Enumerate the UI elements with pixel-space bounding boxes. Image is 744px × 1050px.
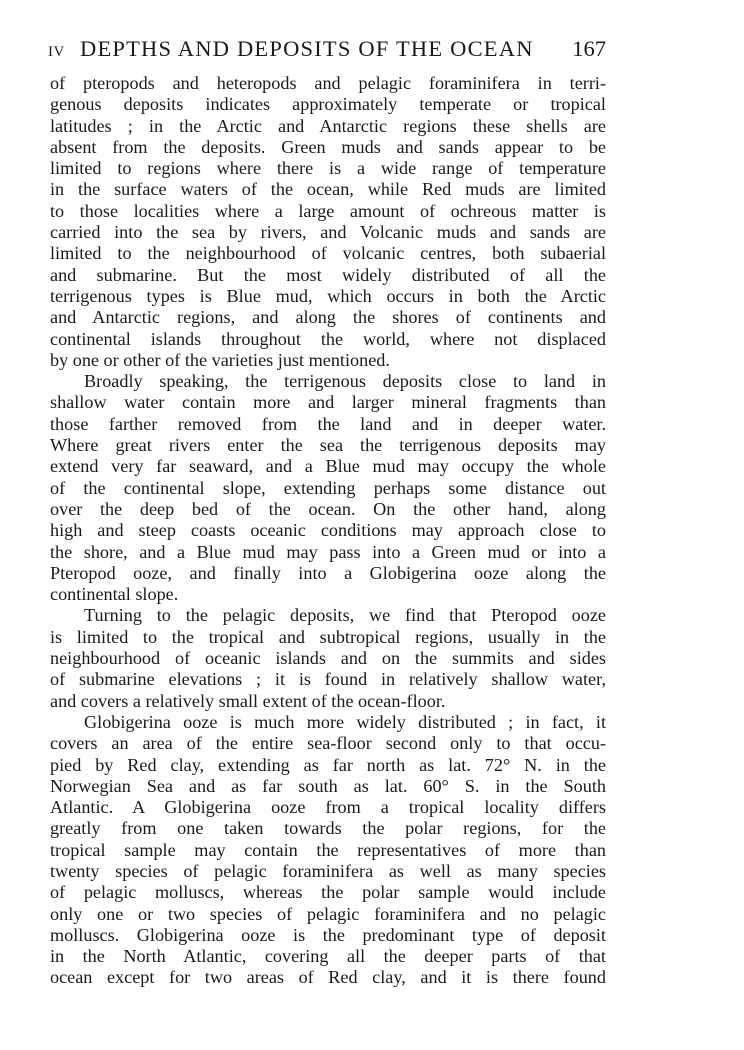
page-number: 167	[572, 36, 606, 61]
text-line: Pteropod ooze, and finally into a Globigerina ooze along the	[50, 562, 606, 583]
text-line: over the deep bed of the ocean. On the other hand, along	[50, 498, 606, 519]
text-line: Atlantic. A Globigerina ooze from a tropical locality differs	[50, 797, 606, 818]
text-line: genous deposits indicates approximately temperate or tropical	[50, 94, 606, 115]
text-line: the shore, and a Blue mud may pass into a Green mud or into a	[50, 541, 606, 562]
text-line: is limited to the tropical and subtropical regions, usually in the	[50, 626, 606, 647]
text-line: of submarine elevations ; it is found in relatively shallow water,	[50, 669, 606, 690]
text-line: in the surface waters of the ocean, while Red muds are limited	[50, 179, 606, 200]
text-line: continental slope.	[50, 584, 179, 605]
text-line: of the continental slope, extending perhaps some distance out	[50, 477, 606, 498]
text-line: pied by Red clay, extending as far north as lat. 72° N. in the	[50, 754, 606, 775]
text-line: high and steep coasts oceanic conditions may approach close to	[50, 520, 606, 541]
text-line: limited to the neighbourhood of volcanic centres, both subaerial	[50, 243, 606, 264]
text-line: covers an area of the entire sea-floor second only to that occu-	[50, 733, 606, 754]
text-line: neighbourhood of oceanic islands and on the summits and sides	[50, 648, 606, 669]
text-line: those farther removed from the land and in deeper water.	[50, 413, 606, 434]
text-line: Norwegian Sea and as far south as lat. 60° S. in the South	[50, 775, 606, 796]
text-line: absent from the deposits. Green muds and sands appear to be	[50, 136, 606, 157]
text-line: to those localities where a large amount of ochreous matter is	[50, 200, 606, 221]
text-line: and Antarctic regions, and along the shores of continents and	[50, 307, 606, 328]
text-line: by one or other of the varieties just mentioned.	[50, 349, 390, 370]
text-line: only one or two species of pelagic foraminifera and no pelagic	[50, 903, 606, 924]
text-line: tropical sample may contain the representatives of more than	[50, 839, 606, 860]
body-text	[50, 73, 606, 989]
paragraph-first-line: Turning to the pelagic deposits, we find that Pteropod ooze	[84, 605, 606, 626]
text-line: latitudes ; in the Arctic and Antarctic regions these shells are	[50, 115, 606, 136]
text-line: shallow water contain more and larger mineral fragments than	[50, 392, 606, 413]
paragraph-first-line: Globigerina ooze is much more widely distributed ; in fact, it	[84, 711, 606, 732]
text-line: twenty species of pelagic foraminifera as well as many species	[50, 860, 606, 881]
text-line: carried into the sea by rivers, and Volcanic muds and sands are	[50, 222, 606, 243]
text-line: greatly from one taken towards the polar regions, for the	[50, 818, 606, 839]
text-line: limited to regions where there is a wide range of temperature	[50, 158, 606, 179]
text-line: and submarine. But the most widely distributed of all the	[50, 264, 606, 285]
book-page	[50, 36, 606, 989]
chapter-number: IV	[48, 44, 65, 60]
text-line: continental islands throughout the world, where not displaced	[50, 328, 606, 349]
text-line: terrigenous types is Blue mud, which occurs in both the Arctic	[50, 285, 606, 306]
text-line: and covers a relatively small extent of the ocean-floor.	[50, 690, 446, 711]
text-line: molluscs. Globigerina ooze is the predominant type of deposit	[50, 924, 606, 945]
text-line: extend very far seaward, and a Blue mud may occupy the whole	[50, 456, 606, 477]
text-line: of pelagic molluscs, whereas the polar sample would include	[50, 882, 606, 903]
text-line: of pteropods and heteropods and pelagic foraminifera in terri-	[50, 73, 606, 93]
text-line: in the North Atlantic, covering all the deeper parts of that	[50, 946, 606, 967]
running-header	[50, 36, 606, 66]
paragraph-first-line: Broadly speaking, the terrigenous deposits close to land in	[84, 371, 606, 392]
text-line: Where great rivers enter the sea the terrigenous deposits may	[50, 435, 606, 456]
running-title: DEPTHS AND DEPOSITS OF THE OCEAN	[80, 36, 534, 61]
text-line: ocean except for two areas of Red clay, and it is there found	[50, 967, 606, 988]
